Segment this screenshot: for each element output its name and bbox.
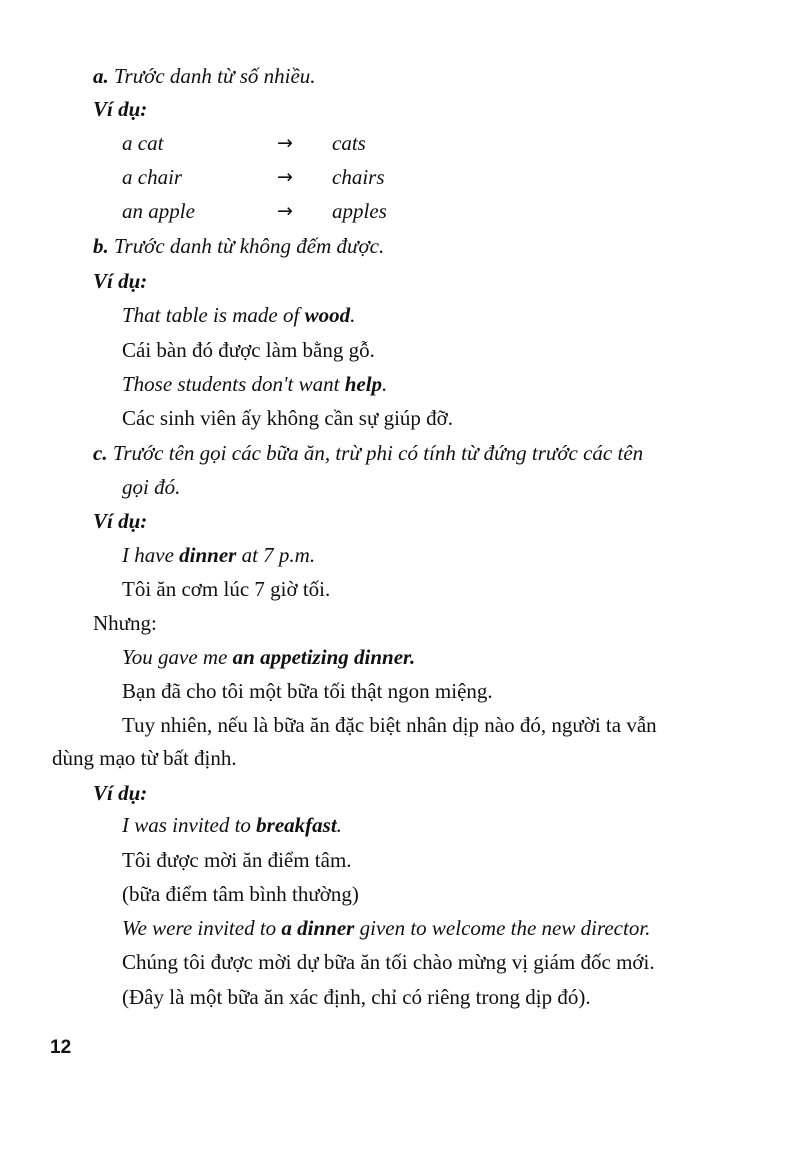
plural-noun: apples xyxy=(332,199,387,223)
sentence-part: I was invited to xyxy=(122,813,257,837)
section-a-text: Trước danh từ số nhiều. xyxy=(114,64,316,88)
example-label: Ví dụ: xyxy=(93,781,148,805)
singular-noun: a cat xyxy=(122,131,164,155)
sentence-part: We were invited to xyxy=(122,916,282,940)
section-c-heading xyxy=(93,443,643,464)
note-paragraph-line: Tuy nhiên, nếu là bữa ăn đặc biệt nhân dịp nào đó, người ta vẫn xyxy=(122,713,657,737)
example-sentence xyxy=(122,545,315,566)
section-b-heading xyxy=(93,236,384,257)
sentence-part: . xyxy=(382,372,388,396)
section-b-text: Trước danh từ không đếm được. xyxy=(114,234,385,258)
section-a-heading xyxy=(93,66,316,87)
example-translation: Các sinh viên ấy không cần sự giúp đỡ. xyxy=(122,406,454,430)
sentence-part: I have xyxy=(122,543,180,567)
sentence-part: That table is made of xyxy=(122,303,305,327)
sentence-part: . xyxy=(336,813,342,837)
example-sentence xyxy=(122,305,355,326)
example-translation: Chúng tôi được mời dự bữa ăn tối chào mừng vị giám đốc mới. xyxy=(122,950,655,974)
section-c-text-continued: gọi đó. xyxy=(122,475,181,499)
sentence-part: given to welcome the new director. xyxy=(354,916,651,940)
note-paragraph-line: dùng mạo từ bất định. xyxy=(52,746,237,770)
highlighted-word: dinner xyxy=(179,543,237,567)
example-translation: Tôi được mời ăn điểm tâm. xyxy=(122,848,352,872)
example-translation: Tôi ăn cơm lúc 7 giờ tối. xyxy=(122,577,331,601)
highlighted-word: wood xyxy=(304,303,351,327)
section-b-label: b. xyxy=(93,234,109,258)
example-sentence xyxy=(122,815,342,836)
example-label: Ví dụ: xyxy=(93,269,148,293)
page-number: 12 xyxy=(50,1037,72,1058)
section-c-text: Trước tên gọi các bữa ăn, trừ phi có tính từ đứng trước các tên xyxy=(112,441,644,465)
sentence-part: Those students don't want xyxy=(122,372,345,396)
example-sentence xyxy=(122,374,387,395)
example-sentence xyxy=(122,918,650,939)
example-translation: Cái bàn đó được làm bằng gỗ. xyxy=(122,338,375,362)
example-comment: (Đây là một bữa ăn xác định, chỉ có riêng trong dịp đó). xyxy=(122,985,591,1009)
sentence-part: You gave me xyxy=(122,645,233,669)
highlighted-word: help xyxy=(344,372,383,396)
arrow-icon: → xyxy=(277,132,293,154)
sentence-part: at 7 p.m. xyxy=(236,543,316,567)
sentence-part: . xyxy=(350,303,356,327)
arrow-icon: → xyxy=(277,200,293,222)
arrow-icon: → xyxy=(277,166,293,188)
example-comment: (bữa điểm tâm bình thường) xyxy=(122,882,359,906)
section-a-label: a. xyxy=(93,64,109,88)
plural-noun: cats xyxy=(332,131,366,155)
singular-noun: an apple xyxy=(122,199,195,223)
singular-noun: a chair xyxy=(122,165,183,189)
section-c-label: c. xyxy=(93,441,108,465)
highlighted-word: a dinner xyxy=(281,916,355,940)
example-label: Ví dụ: xyxy=(93,509,148,533)
but-label: Nhưng: xyxy=(93,611,157,635)
highlighted-word: an appetizing dinner. xyxy=(232,645,416,669)
example-translation: Bạn đã cho tôi một bữa tối thật ngon miệng. xyxy=(122,679,493,703)
plural-noun: chairs xyxy=(332,165,385,189)
highlighted-word: breakfast xyxy=(256,813,337,837)
example-sentence xyxy=(122,647,415,668)
example-label: Ví dụ: xyxy=(93,97,148,121)
